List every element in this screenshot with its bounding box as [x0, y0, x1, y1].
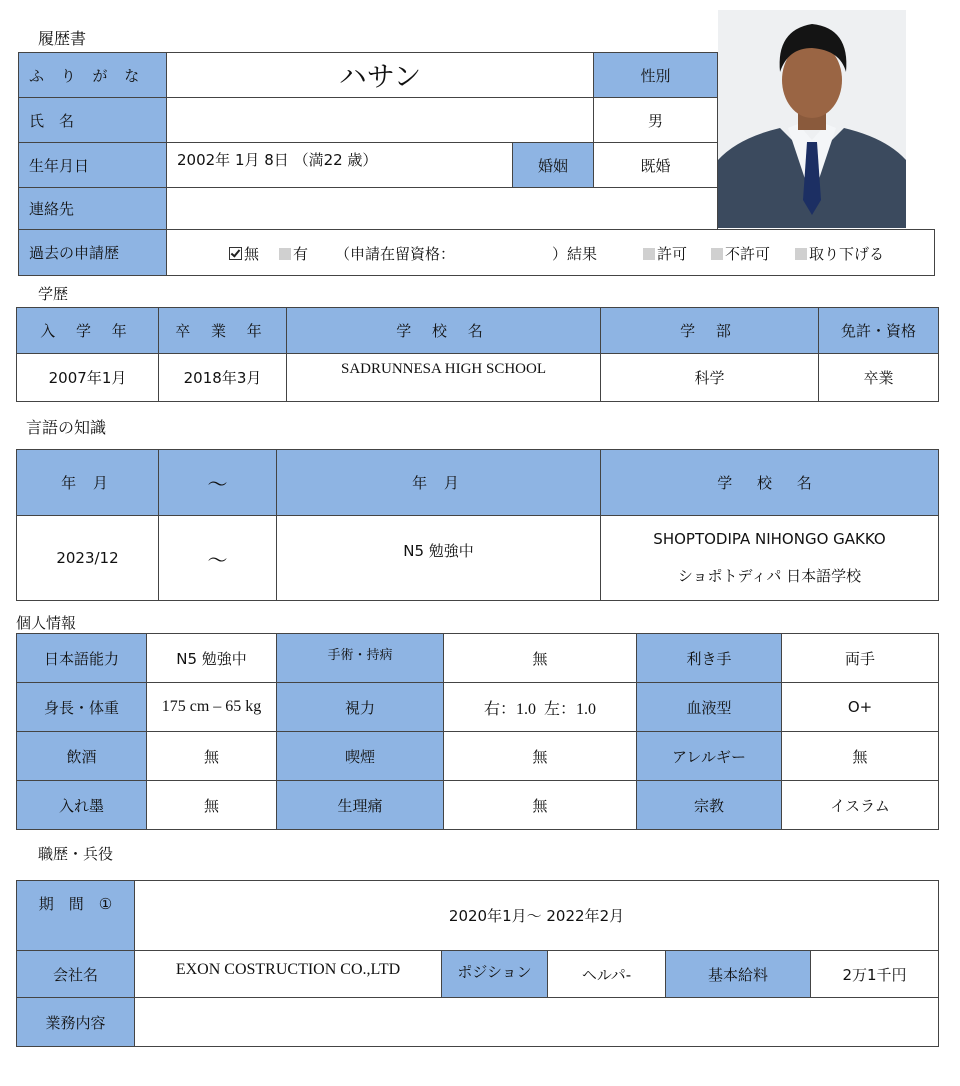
- education-header-school: 学 校 名: [287, 308, 601, 354]
- history-result-text: ）結果: [552, 244, 598, 263]
- smoking-label: 喫煙: [277, 732, 444, 781]
- table-row: [17, 516, 939, 601]
- history-yes-option: [279, 243, 308, 264]
- menstrual-pain-label: 生理痛: [277, 781, 444, 830]
- table-row: [17, 732, 939, 781]
- surgery-label: 手術・持病: [277, 634, 444, 683]
- drinking-label: 飲酒: [17, 732, 147, 781]
- language-school-line2: ショポトディパ 日本語学校: [677, 567, 862, 585]
- table-row: [17, 683, 939, 732]
- gender-value: 男: [594, 98, 718, 143]
- height-weight-label: 身長・体重: [17, 683, 147, 732]
- smoking-value: 無: [444, 732, 637, 781]
- language-header-sep: ～: [159, 450, 277, 516]
- allergy-label: アレルギー: [637, 732, 782, 781]
- language-header-school: 学 校 名: [601, 450, 939, 516]
- history-withdraw-text: 取り下げる: [809, 244, 885, 263]
- surgery-value: 無: [444, 634, 637, 683]
- religion-label: 宗教: [637, 781, 782, 830]
- name-label: 氏 名: [19, 98, 167, 143]
- birth-value: 2002年 1月 8日 （満22 歳）: [167, 143, 513, 188]
- period-value: 2020年1月～ 2022年2月: [135, 881, 939, 951]
- tattoo-label: 入れ墨: [17, 781, 147, 830]
- applicant-photo: [718, 10, 906, 228]
- education-entry-year: 2007年1月: [17, 354, 159, 402]
- education-section-title: 学歴: [38, 285, 69, 303]
- table-row: [17, 781, 939, 830]
- history-none-text: 無: [244, 244, 260, 263]
- education-grad-year: 2018年3月: [159, 354, 287, 402]
- basic-info-table: [18, 52, 718, 230]
- japanese-ability-label: 日本語能力: [17, 634, 147, 683]
- salary-label: 基本給料: [666, 951, 811, 998]
- japanese-ability-value: N5 勉強中: [147, 634, 277, 683]
- table-row: [17, 634, 939, 683]
- eyesight-label: 視力: [277, 683, 444, 732]
- education-header-entry-year: 入 学 年: [17, 308, 159, 354]
- blood-type-label: 血液型: [637, 683, 782, 732]
- language-header-start: 年 月: [17, 450, 159, 516]
- checkbox-icon: [711, 248, 723, 260]
- language-section-title: 言語の知識: [26, 418, 107, 437]
- handedness-label: 利き手: [637, 634, 782, 683]
- education-header-license: 免許・資格: [819, 308, 939, 354]
- marriage-label: 婚姻: [513, 143, 594, 188]
- page-title: 履歴書: [38, 29, 87, 48]
- furigana-value: ハサン: [167, 53, 594, 98]
- education-school: SADRUNNESA HIGH SCHOOL: [287, 354, 601, 402]
- language-sep: ～: [159, 516, 277, 601]
- eyesight-value: 右：1.0 左：1.0: [444, 683, 637, 732]
- birth-label: 生年月日: [19, 143, 167, 188]
- checkbox-icon: [643, 248, 655, 260]
- education-header-faculty: 学 部: [601, 308, 819, 354]
- tattoo-value: 無: [147, 781, 277, 830]
- name-value: [167, 98, 594, 143]
- education-table: [16, 307, 939, 402]
- position-value: ヘルパ-: [548, 951, 666, 998]
- height-weight-value: 175 cm – 65 kg: [147, 683, 277, 732]
- contact-label: 連絡先: [19, 188, 167, 230]
- education-header-grad-year: 卒 業 年: [159, 308, 287, 354]
- allergy-value: 無: [782, 732, 939, 781]
- education-faculty: 科学: [601, 354, 819, 402]
- history-permit-option: [643, 243, 687, 264]
- duties-value: [135, 998, 939, 1047]
- work-section-title: 職歴・兵役: [38, 845, 114, 863]
- history-deny-text: 不許可: [725, 244, 771, 263]
- language-table: [16, 449, 939, 601]
- furigana-label: ふ り が な: [19, 53, 167, 98]
- language-school: [601, 516, 939, 601]
- history-none-option: [229, 243, 259, 264]
- history-permit-text: 許可: [657, 244, 688, 263]
- company-label: 会社名: [17, 951, 135, 998]
- language-header-end: 年 月: [277, 450, 601, 516]
- history-label: 過去の申請歴: [19, 230, 167, 276]
- checkbox-icon: [795, 248, 807, 260]
- work-history-table: [16, 880, 939, 1047]
- history-withdraw-option: [795, 243, 884, 264]
- salary-value: 2万1千円: [811, 951, 939, 998]
- history-status-text: （申請在留資格：: [335, 244, 456, 263]
- menstrual-pain-value: 無: [444, 781, 637, 830]
- handedness-value: 両手: [782, 634, 939, 683]
- position-label: ポジション: [442, 951, 548, 998]
- portrait-image: [718, 10, 906, 228]
- contact-value: [167, 188, 718, 230]
- language-start: 2023/12: [17, 516, 159, 601]
- language-level: N5 勉強中: [277, 516, 601, 601]
- religion-value: イスラム: [782, 781, 939, 830]
- duties-label: 業務内容: [17, 998, 135, 1047]
- checkbox-icon: [279, 248, 291, 260]
- history-yes-text: 有: [293, 244, 309, 263]
- application-history-table: [18, 229, 935, 276]
- table-row: [17, 354, 939, 402]
- personal-info-table: [16, 633, 939, 830]
- checked-checkbox-icon: [229, 247, 242, 260]
- language-school-line1: SHOPTODIPA NIHONGO GAKKO: [653, 530, 886, 548]
- history-deny-option: [711, 243, 770, 264]
- company-value: EXON COSTRUCTION CO.,LTD: [135, 951, 442, 998]
- drinking-value: 無: [147, 732, 277, 781]
- education-license: 卒業: [819, 354, 939, 402]
- period-label: 期 間 ①: [17, 881, 135, 951]
- gender-label: 性別: [594, 53, 718, 98]
- personal-section-title: 個人情報: [16, 614, 77, 632]
- blood-type-value: O+: [782, 683, 939, 732]
- marriage-value: 既婚: [594, 143, 718, 188]
